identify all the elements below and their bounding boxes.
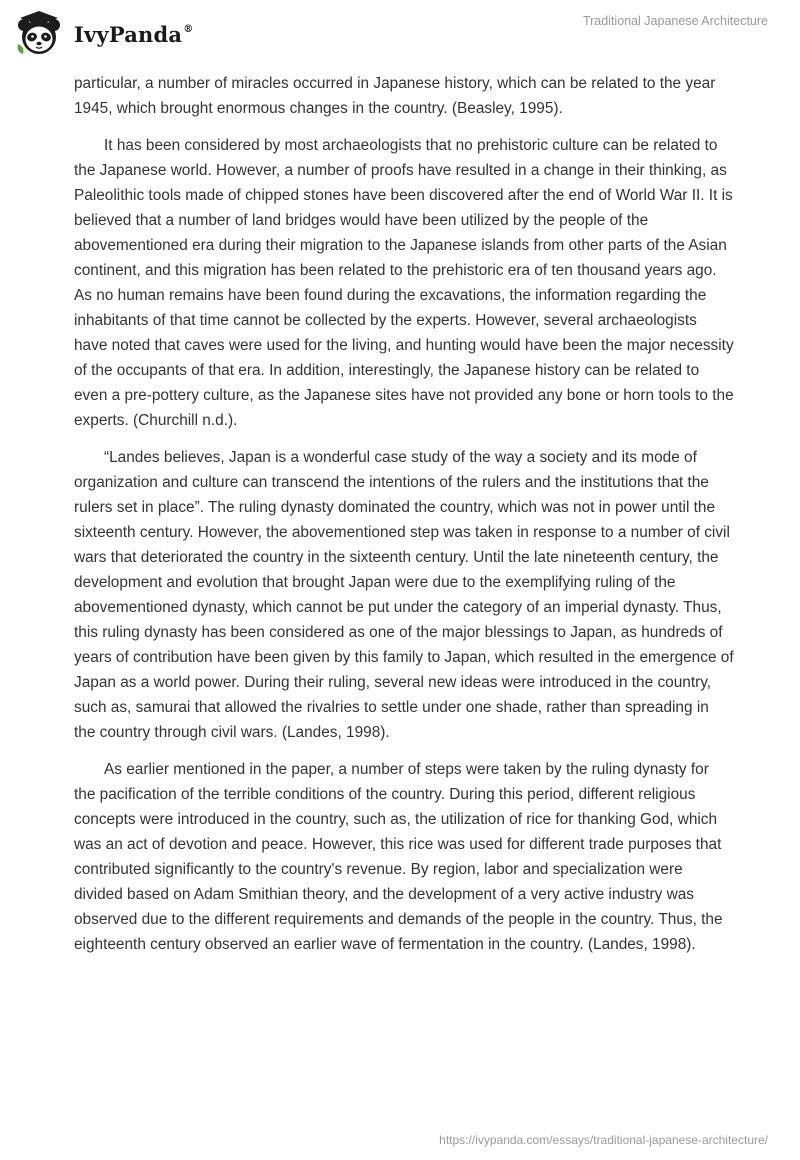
- registered-mark: ®: [183, 23, 194, 35]
- ivypanda-logo[interactable]: [14, 8, 193, 58]
- paragraph: “Landes believes, Japan is a wonderful case study of the way a society and its mode of organization and culture can transcend the intentions of the rulers and the institutions that the rulers set in place”. The ruling dynasty dominated the country, which was not in power until the sixteenth century. However, the abovementioned step was taken in response to a number of civil wars that deteriorated the country in the sixteenth century. Until the late nineteenth century, the development and evolution that brought Japan were due to the exemplifying ruling of the abovementioned dynasty, which cannot be put under the category of an imperial dynasty. Thus, this ruling dynasty has been considered as one of the major blessings to Japan, as hundreds of years of contribution have been given by this family to Japan, which resulted in the emergence of Japan as a world power. During their ruling, several new ideas were introduced in the country, such as, samurai that allowed the rivalries to settle under one shade, rather than spreading in the country through civil wars. (Landes, 1998).: [74, 449, 734, 741]
- brand-name: IvyPanda®: [74, 21, 194, 47]
- essay-body: [74, 71, 734, 957]
- source-url[interactable]: https://ivypanda.com/essays/traditional-japanese-architecture/: [439, 1133, 768, 1147]
- paragraph: particular, a number of miracles occurred in Japanese history, which can be related to the year 1945, which brought enormous changes in the country. (Beasley, 1995).: [74, 75, 716, 117]
- document-title: Traditional Japanese Architecture: [582, 14, 768, 28]
- paragraph: It has been considered by most archaeologists that no prehistoric culture can be related to the Japanese world. However, a number of proofs have resulted in a change in their thinking, as Paleolithic tools made of chipped stones have been discovered after the end of World War II. It is believed that a number of land bridges would have been utilized by the people of the abovementioned era during their migration to the Japanese islands from other parts of the Asian continent, and this migration has been related to the prehistoric era of ten thousand years ago. As no human remains have been found during the excavations, the information regarding the inhabitants of that time cannot be collected by the experts. However, several archaeologists have noted that caves were used for the living, and hunting would have been the major necessity of the occupants of that era. In addition, interestingly, the Japanese history can be related to even a pre-pottery culture, as the Japanese sites have not provided any bone or horn tools to the experts. (Churchill n.d.).: [74, 137, 734, 429]
- paragraph: As earlier mentioned in the paper, a number of steps were taken by the ruling dynasty for the pacification of the terrible conditions of the country. During this period, different religious concepts were introduced in the country, such as, the utilization of rice for thanking God, which was an act of devotion and peace. However, this rice was used for different trade purposes that contributed significantly to the country's revenue. By region, labor and specialization were divided based on Adam Smithian theory, and the development of a very active industry was observed due to the different requirements and demands of the people in the country. Thus, the eighteenth century observed an earlier wave of fermentation in the country. (Landes, 1998).: [74, 761, 723, 953]
- page-header: [0, 0, 800, 70]
- panda-logo-icon: [14, 8, 64, 58]
